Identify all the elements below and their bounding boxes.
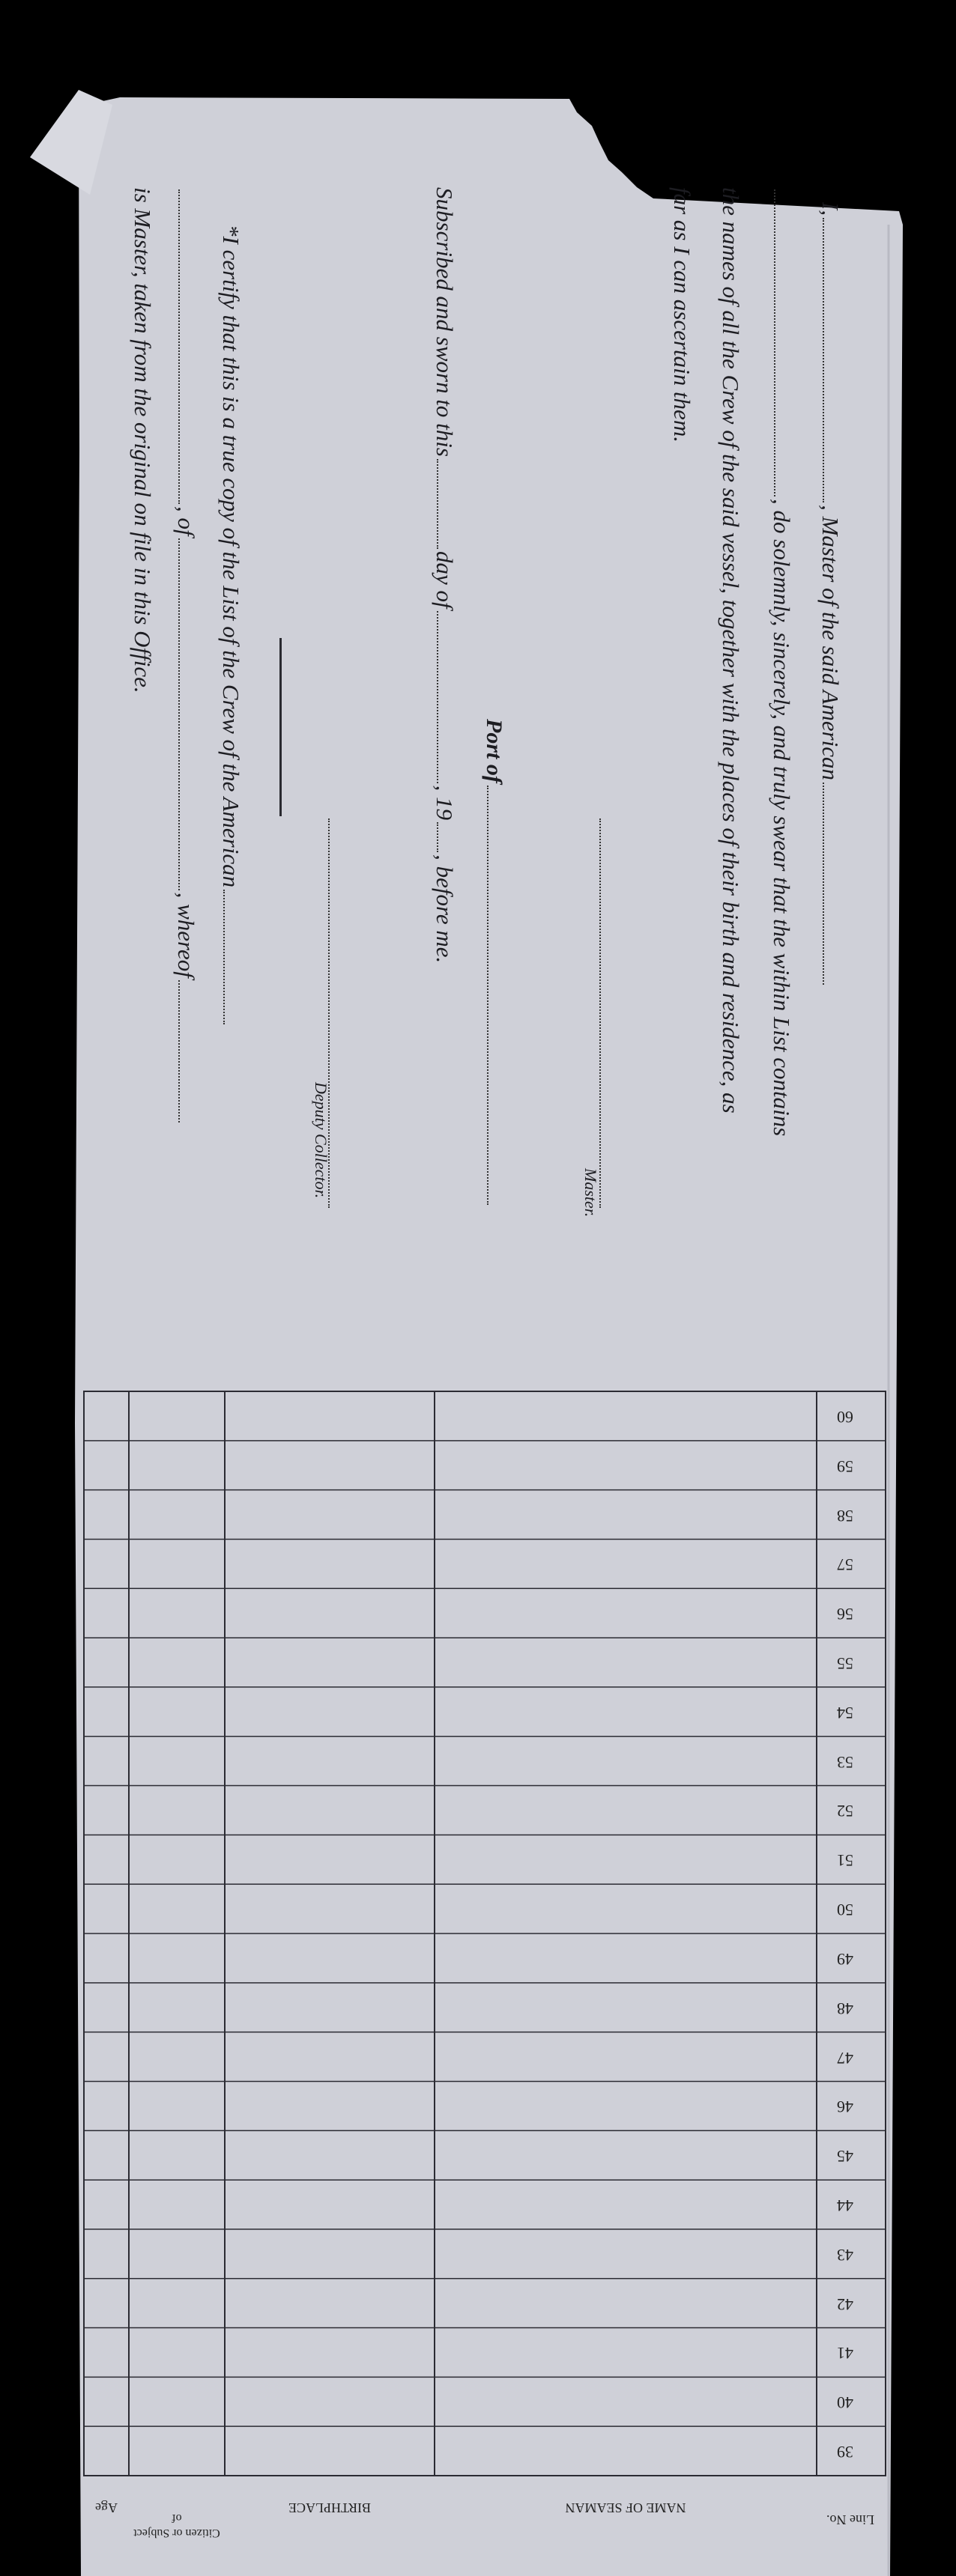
- oath-suffix: , Master of the said American: [817, 505, 844, 781]
- copy-cert-of: , of: [173, 506, 199, 536]
- line-number: 45: [837, 2147, 853, 2166]
- certificate-text: [0, 0, 956, 1218]
- line-number: 55: [837, 1654, 853, 1673]
- table-row-lines: [84, 1441, 886, 2426]
- oath-line-3: the names of all the Crew of the said vessel, together with the places of their birth and residence, as: [718, 187, 744, 1114]
- line-number: 57: [837, 1555, 853, 1575]
- port-of-line: [481, 719, 506, 1207]
- header-name-of-seaman: NAME OF SEAMAN: [565, 2500, 686, 2515]
- line-number: 41: [837, 2344, 853, 2363]
- copy-cert-line-2: [172, 187, 199, 1125]
- header-birthplace: BIRTHPLACE: [288, 2500, 371, 2515]
- master-label: Master.: [581, 1168, 600, 1218]
- copy-cert-line-1-text: *I certify that this is a true copy of the List of the Crew of the American: [218, 225, 244, 888]
- line-number: 50: [837, 1901, 853, 1920]
- subscribed-prefix: Subscribed and sworn to this: [432, 187, 458, 457]
- line-number: 53: [837, 1752, 853, 1772]
- copy-cert-line-3: is Master, taken from the original on file in this Office.: [130, 187, 156, 693]
- line-number: 54: [837, 1703, 853, 1722]
- copy-cert-line-1: [217, 225, 244, 1027]
- line-number: 59: [837, 1456, 853, 1476]
- deputy-label: Deputy Collector.: [312, 1082, 330, 1199]
- line-number: 43: [837, 2245, 853, 2264]
- subscribed-line: [431, 187, 458, 963]
- copy-cert-whereof: , whereof: [173, 892, 199, 978]
- line-number: 58: [837, 1506, 853, 1525]
- line-number: 51: [837, 1851, 853, 1871]
- seal-rule: [279, 638, 282, 816]
- line-number: 42: [837, 2294, 853, 2314]
- subscribed-suffix: , before me.: [432, 854, 458, 964]
- line-number: 48: [837, 1999, 853, 2018]
- header-citizen: Citizen or Subject of: [133, 2512, 220, 2539]
- subscribed-day: day of: [432, 550, 458, 609]
- oath-line-4: far as I can ascertain them.: [669, 187, 695, 443]
- oath-line-2-text: , do solemnly, sincerely, and truly swear that the within List contains: [769, 499, 795, 1137]
- line-number: 60: [837, 1407, 853, 1427]
- oath-line-1: [817, 202, 844, 987]
- line-number: 49: [837, 1949, 853, 1969]
- line-number: 52: [837, 1802, 853, 1821]
- line-number: 47: [837, 2048, 853, 2068]
- master-signature-line: [593, 816, 620, 1210]
- subscribed-year: , 19: [432, 785, 458, 821]
- oath-line-2: [768, 187, 795, 1136]
- line-number: 39: [837, 2443, 853, 2462]
- header-age: Age: [95, 2500, 118, 2515]
- line-number: 44: [837, 2196, 853, 2215]
- line-number: 56: [837, 1605, 853, 1624]
- header-line-no: Line No.: [826, 2512, 874, 2527]
- line-number: 46: [837, 2097, 853, 2117]
- port-of-label: Port of: [482, 719, 506, 783]
- oath-prefix: I,: [817, 202, 844, 216]
- line-number: 40: [837, 2393, 853, 2413]
